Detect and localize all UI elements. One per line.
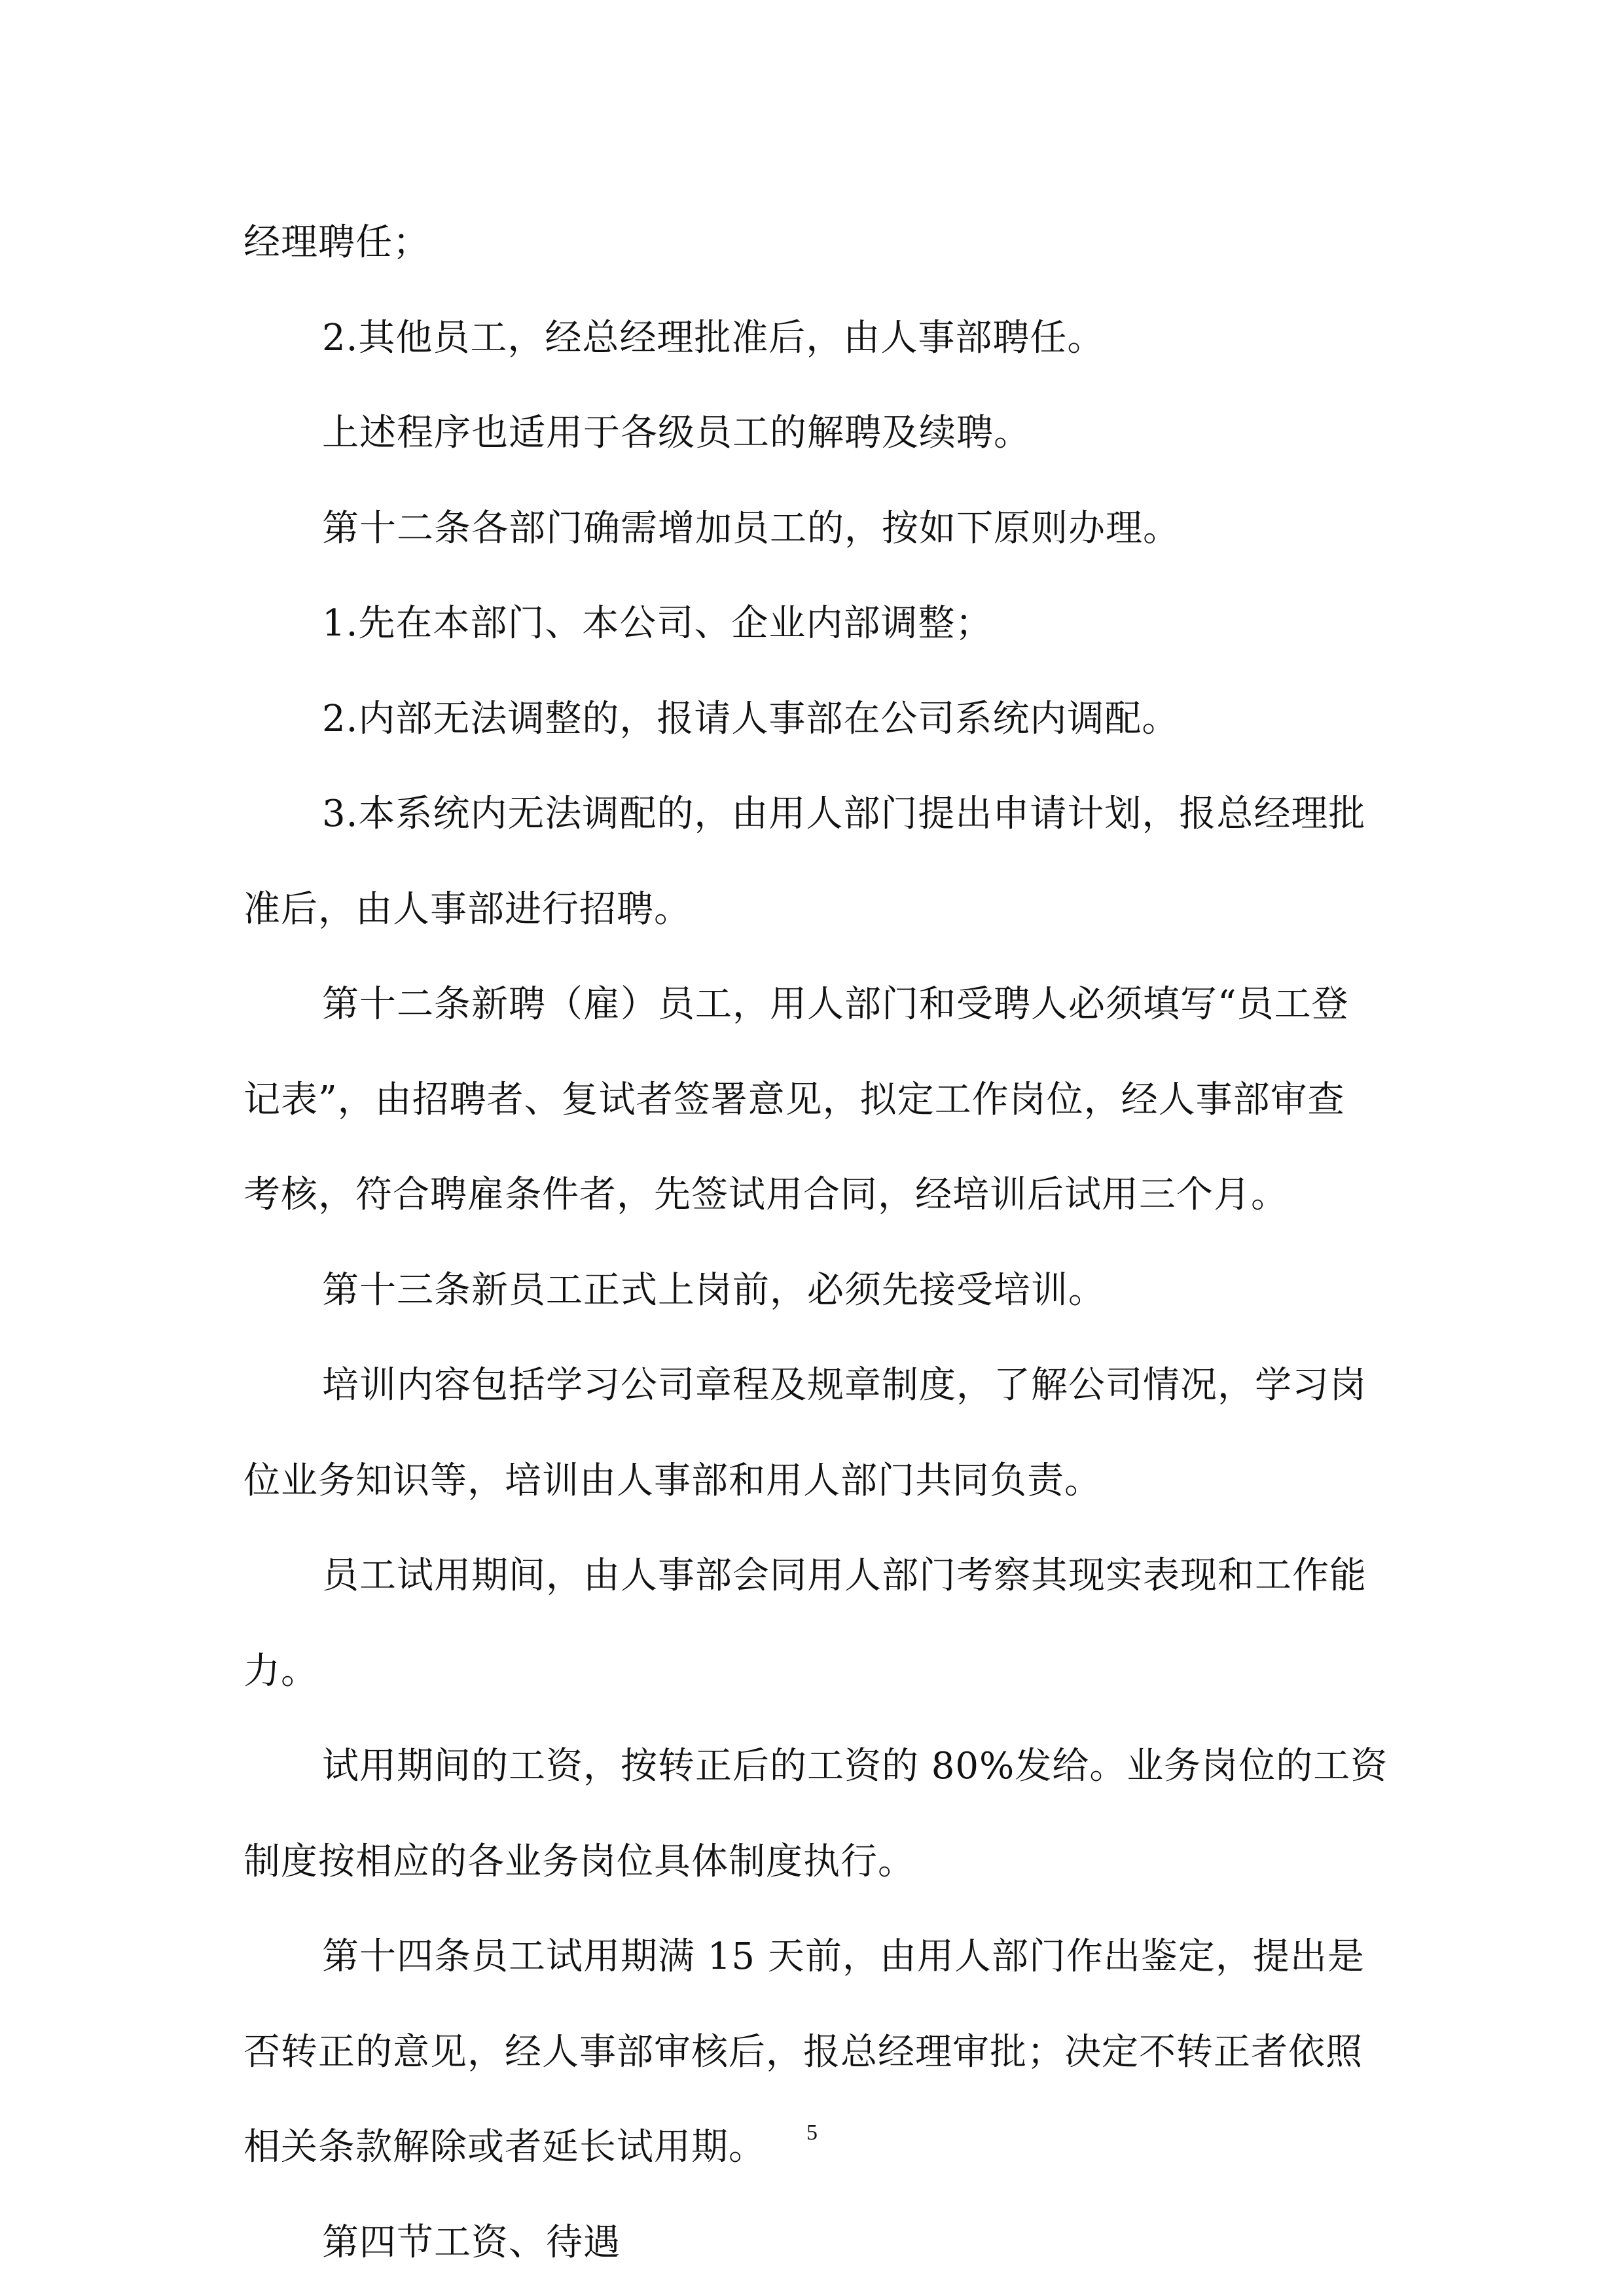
text-line: 上述程序也适用于各级员工的解聘及续聘。 (322, 412, 1031, 454)
text-line: 否转正的意见，经人事部审核后，报总经理审批；决定不转正者依照 (244, 2030, 1363, 2073)
page-number: 5 (806, 2121, 818, 2145)
text-line: 经理聘任； (244, 221, 430, 264)
text-line: 考核，符合聘雇条件者，先签试用合同，经培训后试用三个月。 (244, 1174, 1288, 1216)
text-line: 1.先在本部门、本公司、企业内部调整； (322, 602, 993, 645)
text-line: 员工试用期间，由人事部会同用人部门考察其现实表现和工作能 (322, 1554, 1367, 1597)
text-line: 培训内容包括学习公司章程及规章制度，了解公司情况，学习岗 (322, 1364, 1367, 1407)
text-line: 力。 (244, 1649, 318, 1693)
article-heading: 第十二条新聘（雇）员工，用人部门和受聘人必须填写“员工登 (322, 983, 1349, 1026)
article-heading: 第十四条员工试用期满 15 天前，由用人部门作出鉴定，提出是 (322, 1935, 1365, 1978)
text-line: 试用期间的工资，按转正后的工资的 80%发给。业务岗位的工资 (322, 1745, 1388, 1787)
text-line: 2.内部无法调整的，报请人事部在公司系统内调配。 (322, 697, 1180, 740)
text-line: 制度按相应的各业务岗位具体制度执行。 (244, 1840, 915, 1883)
section-heading: 第四节工资、待遇 (322, 2221, 621, 2264)
text-line: 准后，由人事部进行招聘。 (244, 888, 691, 931)
article-heading: 第十三条新员工正式上岗前，必须先接受培训。 (322, 1268, 1106, 1312)
text-line: 位业务知识等，培训由人事部和用人部门共同负责。 (244, 1459, 1102, 1502)
article-heading: 第十二条各部门确需增加员工的，按如下原则办理。 (322, 507, 1180, 550)
text-line: 记表”，由招聘者、复试者签署意见，拟定工作岗位，经人事部审查 (244, 1078, 1345, 1121)
text-line: 2.其他员工，经总经理批准后，由人事部聘任。 (322, 316, 1105, 359)
document-body (244, 195, 1388, 2290)
text-line: 3.本系统内无法调配的，由用人部门提出申请计划，报总经理批 (322, 793, 1366, 835)
text-line: 相关条款解除或者延长试用期。 (244, 2126, 766, 2168)
